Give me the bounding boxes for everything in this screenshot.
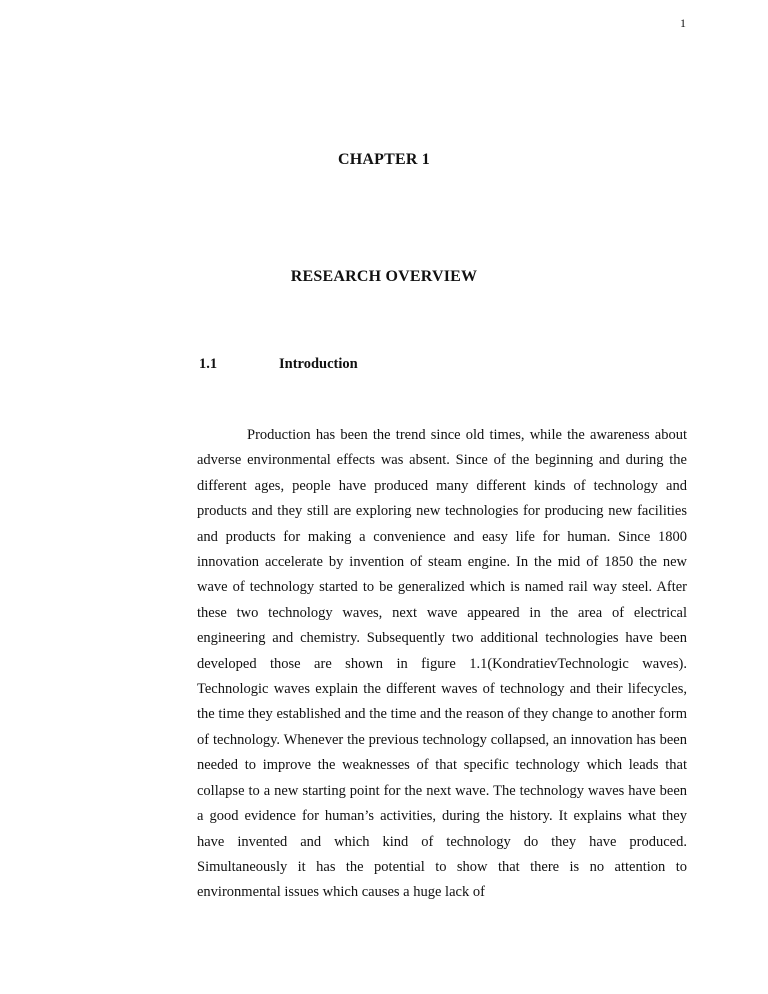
section-title: Introduction (279, 356, 358, 372)
body-paragraph: Production has been the trend since old times, while the awareness about adverse environmental effects was absent. Since of the beginning and during the different ages, people have produced many different kinds of technology and products and they still are exploring new technologies for producing new facilities and products for making a convenience and easy life for human. Since 1800 innovation accelerate by invention of steam engine. In the mid of 1850 the new wave of technology started to be generalized which is named rail way steel. After these two technology waves, next wave appeared in the area of electrical engineering and chemistry. Subsequently two additional technologies have been developed those are shown in figure 1.1(KondratievTechnologic waves). Technologic waves explain the different waves of technology and their lifecycles, the time they established and the time and the reason of they change to another form of technology. Whenever the previous technology collapsed, an innovation has been needed to improve the weaknesses of that specific technology which leads that collapse to a new starting point for the next wave. The technology waves have been a good evidence for human’s activities, during the history. It explains what they have invented and which kind of technology do they have produced. Simultaneously it has the potential to show that there is no attention to environmental issues which causes a huge lack of (197, 427, 687, 901)
section-number: 1.1 (199, 356, 218, 372)
chapter-title: RESEARCH OVERVIEW (290, 268, 478, 285)
page-number: 1 (680, 16, 686, 30)
chapter-label: CHAPTER 1 (337, 151, 431, 168)
